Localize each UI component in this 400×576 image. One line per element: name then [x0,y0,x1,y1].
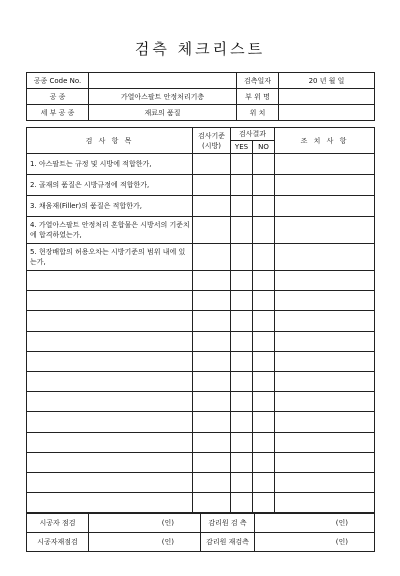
empty-cell[interactable] [193,392,231,412]
checklist-row [27,154,375,175]
empty-cell[interactable] [193,331,231,351]
empty-cell[interactable] [27,412,193,432]
empty-cell[interactable] [27,331,193,351]
empty-cell[interactable] [275,392,375,412]
checklist-header-row [27,128,375,141]
empty-cell[interactable] [27,311,193,331]
supervisor-inspect-label: 감리원 검 측 [201,514,255,533]
info-row-code [27,73,375,89]
empty-cell[interactable] [275,452,375,472]
empty-cell[interactable] [253,271,275,291]
date-value[interactable]: 20 년 월 일 [279,73,375,89]
empty-cell[interactable] [275,493,375,513]
item-yes-cell[interactable] [231,196,253,217]
empty-cell[interactable] [193,291,231,311]
empty-cell[interactable] [231,432,253,452]
work-type-value[interactable]: 가열아스팔트 안정처리기층 [89,89,237,105]
item-action-cell[interactable] [275,154,375,175]
empty-cell[interactable] [193,493,231,513]
item-text: 5. 현장배합의 허용오차는 시방기준의 범위 내에 있는가, [27,244,193,271]
header-no: NO [253,141,275,154]
item-text: 3. 채움재(Filler)의 품질은 적합한가, [27,196,193,217]
empty-row [27,452,375,472]
empty-row [27,412,375,432]
empty-cell[interactable] [275,311,375,331]
item-text: 2. 골재의 품질은 시방규정에 적합한가, [27,175,193,196]
empty-cell[interactable] [275,371,375,391]
item-yes-cell[interactable] [231,244,253,271]
empty-cell[interactable] [193,351,231,371]
empty-cell[interactable] [231,331,253,351]
info-row-work-type [27,89,375,105]
empty-cell[interactable] [231,271,253,291]
item-yes-cell[interactable] [231,175,253,196]
checklist-row [27,244,375,271]
item-text: 4. 가열아스팔트 안정처리 혼합물은 시방서의 기준치에 합격하였는가, [27,217,193,244]
empty-cell[interactable] [253,412,275,432]
header-yes: YES [231,141,253,154]
empty-cell[interactable] [231,412,253,432]
empty-cell[interactable] [275,351,375,371]
header-standard [193,128,231,154]
item-action-cell[interactable] [275,196,375,217]
empty-row [27,351,375,371]
header-standard-line2: (시방) [202,141,221,150]
empty-cell[interactable] [27,351,193,371]
empty-row [27,311,375,331]
empty-cell[interactable] [253,432,275,452]
contractor-check-label: 시공자 점검 [27,514,89,533]
empty-row [27,472,375,492]
empty-cell[interactable] [193,472,231,492]
empty-cell[interactable] [193,432,231,452]
empty-cell[interactable] [27,493,193,513]
empty-row [27,493,375,513]
empty-cell[interactable] [253,472,275,492]
document-title: 검측 체크리스트 [134,40,266,58]
item-no-cell[interactable] [253,154,275,175]
empty-cell[interactable] [275,331,375,351]
empty-cell[interactable] [231,472,253,492]
location-label: 위 치 [237,105,279,121]
empty-cell[interactable] [275,412,375,432]
empty-cell[interactable] [253,452,275,472]
empty-row [27,432,375,452]
checklist-row [27,217,375,244]
empty-cell[interactable] [231,351,253,371]
empty-cell[interactable] [253,392,275,412]
item-yes-cell[interactable] [231,154,253,175]
item-action-cell[interactable] [275,217,375,244]
signature-row-contractor [27,514,375,533]
item-action-cell[interactable] [275,175,375,196]
contractor-recheck-label: 시공자재점검 [27,533,89,552]
empty-cell[interactable] [275,432,375,452]
item-standard-cell[interactable] [193,154,231,175]
item-no-cell[interactable] [253,196,275,217]
item-standard-cell[interactable] [193,217,231,244]
empty-cell[interactable] [27,452,193,472]
empty-cell[interactable] [193,452,231,472]
empty-cell[interactable] [253,291,275,311]
item-no-cell[interactable] [253,217,275,244]
empty-cell[interactable] [27,392,193,412]
item-standard-cell[interactable] [193,244,231,271]
empty-cell[interactable] [27,271,193,291]
empty-cell[interactable] [253,371,275,391]
empty-cell[interactable] [27,472,193,492]
info-row-detail-type [27,105,375,121]
location-value[interactable] [279,105,375,121]
empty-cell[interactable] [275,472,375,492]
contractor-check-seal[interactable]: (인) [89,514,201,533]
empty-cell[interactable] [27,371,193,391]
item-action-cell[interactable] [275,244,375,271]
signature-row-recheck [27,533,375,552]
part-name-label: 부 위 명 [237,89,279,105]
empty-cell[interactable] [275,271,375,291]
detail-type-value[interactable]: 재료의 품질 [89,105,237,121]
detail-type-label: 세 부 공 종 [27,105,89,121]
date-label: 검측일자 [237,73,279,89]
info-table [26,72,375,121]
empty-cell[interactable] [231,371,253,391]
work-type-label: 공 종 [27,89,89,105]
empty-cell[interactable] [275,291,375,311]
empty-row [27,331,375,351]
empty-cell[interactable] [27,432,193,452]
header-standard-line1: 검사기준 [197,131,226,140]
checklist-table [26,127,375,513]
empty-cell[interactable] [231,452,253,472]
item-no-cell[interactable] [253,175,275,196]
empty-row [27,392,375,412]
empty-cell[interactable] [231,291,253,311]
item-text: 1. 아스팔트는 규정 및 시방에 적합한가, [27,154,193,175]
item-standard-cell[interactable] [193,196,231,217]
checklist-row [27,196,375,217]
empty-cell[interactable] [231,392,253,412]
empty-cell[interactable] [253,331,275,351]
empty-cell[interactable] [253,493,275,513]
empty-cell[interactable] [253,311,275,331]
empty-cell[interactable] [231,311,253,331]
item-no-cell[interactable] [253,244,275,271]
contractor-recheck-seal[interactable]: (인) [89,533,201,552]
empty-cell[interactable] [27,291,193,311]
empty-cell[interactable] [193,412,231,432]
empty-cell[interactable] [253,351,275,371]
header-result: 검사결과 [231,128,275,141]
supervisor-inspect-seal[interactable]: (인) [255,514,375,533]
empty-cell[interactable] [193,271,231,291]
supervisor-reinspect-label: 감리원 재검측 [201,533,255,552]
supervisor-reinspect-seal[interactable]: (인) [255,533,375,552]
empty-row [27,291,375,311]
empty-row [27,371,375,391]
code-label: 공종 Code No. [27,73,89,89]
empty-cell[interactable] [193,371,231,391]
header-inspection-items: 검 사 항 목 [27,128,193,154]
checklist-row [27,175,375,196]
empty-cell[interactable] [231,493,253,513]
item-standard-cell[interactable] [193,175,231,196]
code-value[interactable] [89,73,237,89]
header-action: 조 치 사 항 [275,128,375,154]
signature-table [26,513,375,552]
empty-row [27,271,375,291]
empty-cell[interactable] [193,311,231,331]
part-name-value[interactable] [279,89,375,105]
item-yes-cell[interactable] [231,217,253,244]
